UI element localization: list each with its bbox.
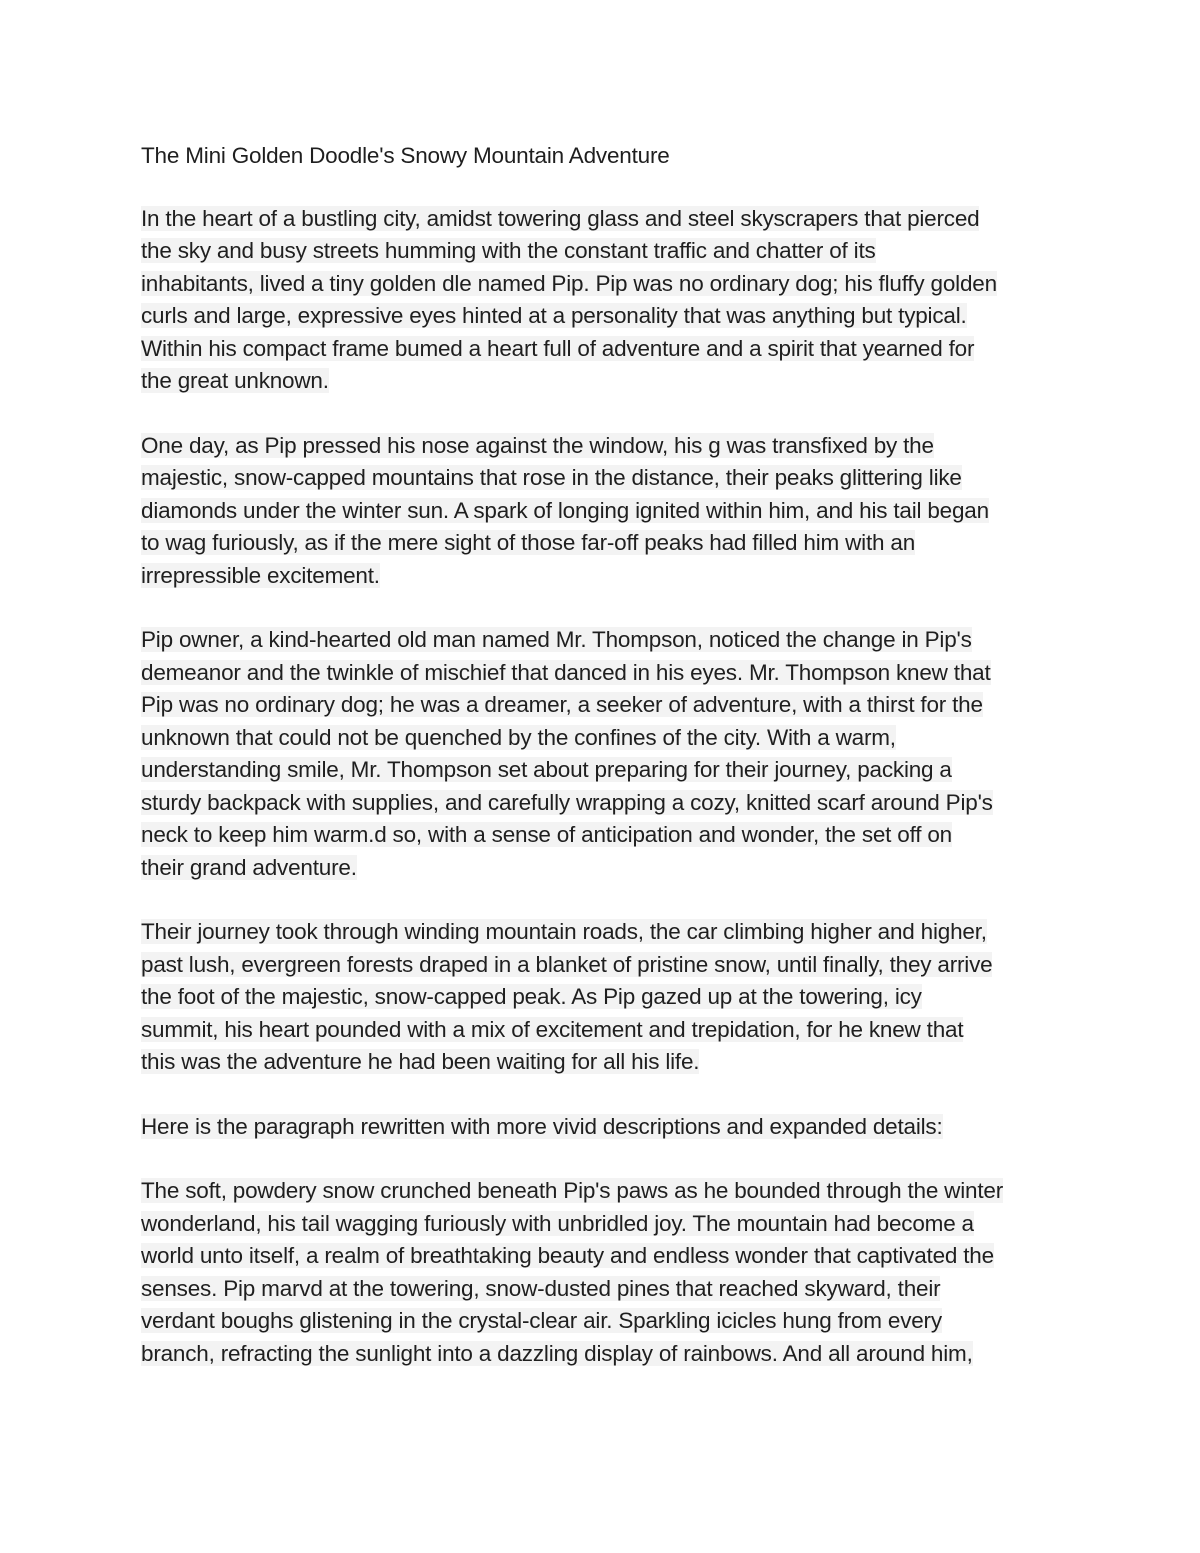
text-line-content: past lush, evergreen forests draped in a blanket of pristine snow, until finally, they arrive	[141, 951, 993, 977]
paragraph	[141, 203, 1071, 398]
text-line-content: Here is the paragraph rewritten with more vivid descriptions and expanded details:	[141, 1113, 943, 1139]
text-line	[141, 365, 1071, 398]
text-line	[141, 949, 1071, 982]
text-line	[141, 268, 1071, 301]
text-line	[141, 1240, 1071, 1273]
text-line-content: In the heart of a bustling city, amidst towering glass and steel skyscrapers that pierced	[141, 205, 980, 231]
text-line-content: branch, refracting the sunlight into a dazzling display of rainbows. And all around him,	[141, 1340, 973, 1366]
text-line-content: the great unknown.	[141, 368, 329, 393]
text-line	[141, 1208, 1071, 1241]
text-line-content: verdant boughs glistening in the crystal-clear air. Sparkling icicles hung from every	[141, 1308, 942, 1333]
text-line-content: One day, as Pip pressed his nose against the window, his g was transfixed by the	[141, 432, 934, 458]
text-line	[141, 1273, 1071, 1306]
text-line-content: the sky and busy streets humming with the constant traffic and chatter of its	[141, 238, 876, 263]
text-line	[141, 1175, 1071, 1208]
text-line-content: inhabitants, lived a tiny golden dle named Pip. Pip was no ordinary dog; his fluffy golden	[141, 270, 997, 296]
text-line	[141, 657, 1071, 690]
text-line-content: summit, his heart pounded with a mix of excitement and trepidation, for he knew that	[141, 1016, 964, 1042]
text-line	[141, 203, 1071, 236]
text-line	[141, 722, 1071, 755]
text-line-content: senses. Pip marvd at the towering, snow-dusted pines that reached skyward, their	[141, 1275, 941, 1301]
text-line	[141, 916, 1071, 949]
text-line-content: demeanor and the twinkle of mischief that danced in his eyes. Mr. Thompson knew that	[141, 659, 991, 685]
text-line-content: Within his compact frame bumed a heart full of adventure and a spirit that yearned for	[141, 335, 975, 361]
text-line	[141, 624, 1071, 657]
text-line	[141, 819, 1071, 852]
text-line-content: unknown that could not be quenched by the confines of the city. With a warm,	[141, 724, 896, 750]
text-line	[141, 333, 1071, 366]
text-line	[141, 560, 1071, 593]
paragraph	[141, 916, 1071, 1079]
text-line	[141, 1338, 1071, 1371]
text-line	[141, 495, 1071, 528]
text-line-content: irrepressible excitement.	[141, 562, 380, 588]
text-line-content: their grand adventure.	[141, 854, 357, 880]
text-line-content: Pip was no ordinary dog; he was a dreamer, a seeker of adventure, with a thirst for the	[141, 692, 983, 717]
text-line-content: sturdy backpack with supplies, and carefully wrapping a cozy, knitted scarf around Pip's	[141, 789, 993, 815]
text-line	[141, 852, 1071, 885]
text-line-content: this was the adventure he had been waiting for all his life.	[141, 1049, 700, 1074]
document-page	[141, 140, 1071, 1402]
text-line	[141, 1305, 1071, 1338]
paragraph	[141, 1175, 1071, 1370]
text-line	[141, 527, 1071, 560]
text-line-content: neck to keep him warm.d so, with a sense of anticipation and wonder, the set off on	[141, 822, 952, 847]
text-line	[141, 689, 1071, 722]
text-line	[141, 787, 1071, 820]
text-line	[141, 981, 1071, 1014]
text-line-content: Pip owner, a kind-hearted old man named Mr. Thompson, noticed the change in Pip's	[141, 627, 972, 652]
paragraph	[141, 1111, 1071, 1144]
text-line	[141, 430, 1071, 463]
text-line-content: curls and large, expressive eyes hinted at a personality that was anything but typical.	[141, 303, 967, 328]
text-line-content: wonderland, his tail wagging furiously with unbridled joy. The mountain had become a	[141, 1210, 974, 1236]
text-line-content: Their journey took through winding mountain roads, the car climbing higher and higher,	[141, 919, 987, 944]
text-line	[141, 754, 1071, 787]
paragraph	[141, 430, 1071, 593]
document-title: The Mini Golden Doodle's Snowy Mountain Adventure	[141, 143, 670, 168]
text-line	[141, 235, 1071, 268]
text-line	[141, 462, 1071, 495]
text-line-content: majestic, snow-capped mountains that rose in the distance, their peaks glittering like	[141, 465, 962, 490]
text-line-content: The soft, powdery snow crunched beneath Pip's paws as he bounded through the winter	[141, 1178, 1003, 1203]
text-line	[141, 1046, 1071, 1079]
text-line-content: world unto itself, a realm of breathtaking beauty and endless wonder that captivated the	[141, 1243, 994, 1268]
text-line	[141, 1014, 1071, 1047]
paragraph	[141, 624, 1071, 884]
text-line-content: the foot of the majestic, snow-capped peak. As Pip gazed up at the towering, icy	[141, 984, 922, 1009]
document-body	[141, 203, 1071, 1371]
text-line-content: understanding smile, Mr. Thompson set about preparing for their journey, packing a	[141, 757, 952, 782]
text-line	[141, 1111, 1071, 1144]
text-line-content: diamonds under the winter sun. A spark of longing ignited within him, and his tail began	[141, 497, 989, 523]
text-line	[141, 300, 1071, 333]
text-line-content: to wag furiously, as if the mere sight of those far-off peaks had filled him with an	[141, 530, 916, 555]
